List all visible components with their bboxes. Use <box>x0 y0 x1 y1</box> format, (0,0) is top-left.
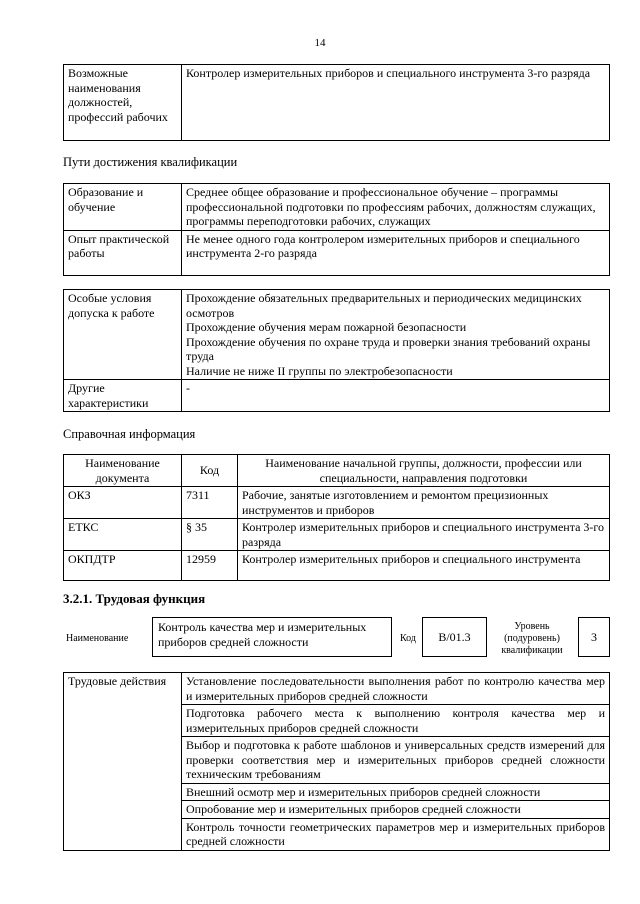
row-value: Контролер измерительных приборов и специального инструмента 3-го разряда <box>182 65 610 141</box>
level-label: Уровень (подуровень) квалификации <box>501 621 563 656</box>
table-row <box>64 673 610 705</box>
level-value: 3 <box>591 629 597 644</box>
table-row <box>64 65 610 141</box>
table-row <box>64 230 610 275</box>
condition-line: Прохождение обучения мерам пожарной безопасности <box>186 320 467 334</box>
table-row <box>64 184 610 231</box>
function-name-box <box>152 617 392 657</box>
row-value: Не менее одного года контролером измерительных приборов и специального инструмента 2-го разряда <box>182 230 610 275</box>
cell-doc: ОКПДТР <box>64 551 182 581</box>
table-header-row <box>64 455 610 487</box>
actions-table <box>63 672 610 851</box>
action-item: Опробование мер и измерительных приборов средней сложности <box>182 801 610 819</box>
row-value: Среднее общее образование и профессиональное обучение – программы профессиональной подготовки по профессиям рабочих, должностям служащих, программы переподготовки рабочих, служащих <box>182 184 610 231</box>
table-row <box>64 551 610 581</box>
action-item: Контроль точности геометрических параметров мер и измерительных приборов средней сложности <box>182 818 610 850</box>
table-row <box>64 487 610 519</box>
section-title-reference: Справочная информация <box>63 427 196 441</box>
row-label: Образование и обучение <box>64 184 182 231</box>
action-item: Подготовка рабочего места к выполнению контроля качества мер и измерительных приборов средней сложности <box>182 705 610 737</box>
function-name: Контроль качества мер и измерительных приборов средней сложности <box>158 620 367 649</box>
table-row <box>64 290 610 380</box>
row-value <box>182 290 610 380</box>
level-box <box>578 617 610 657</box>
condition-line: Прохождение обучения по охране труда и проверки знания требований охраны труда <box>186 334 591 363</box>
condition-line: Прохождение обязательных предварительных и периодических медицинских осмотров <box>186 291 582 320</box>
row-label: Особые условия допуска к работе <box>64 290 182 380</box>
table-row <box>64 519 610 551</box>
action-item: Выбор и подготовка к работе шаблонов и универсальных средств измерений для проверки соответствия мер и измерительных приборов средней сложности техническим требованиям <box>182 737 610 784</box>
cell-code: 12959 <box>182 551 238 581</box>
column-header: Наименование документа <box>64 455 182 487</box>
cell-name: Контролер измерительных приборов и специального инструмента <box>238 551 610 581</box>
cell-doc: ЕТКС <box>64 519 182 551</box>
function-title: 3.2.1. Трудовая функция <box>63 591 206 606</box>
reference-table <box>63 454 610 581</box>
section-title-paths: Пути достижения квалификации <box>63 155 238 169</box>
cell-code: 7311 <box>182 487 238 519</box>
conditions-table <box>63 289 610 412</box>
education-table <box>63 183 610 276</box>
row-label: Трудовые действия <box>64 673 182 851</box>
function-code: B/01.3 <box>438 629 471 644</box>
row-label: Другие характеристики <box>64 380 182 412</box>
page-number: 14 <box>314 37 326 49</box>
action-item: Установление последовательности выполнения работ по контролю качества мер и измерительных приборов средней сложности <box>182 673 610 705</box>
cell-code: § 35 <box>182 519 238 551</box>
code-label: Код <box>400 633 416 644</box>
cell-name: Контролер измерительных приборов и специального инструмента 3-го разряда <box>238 519 610 551</box>
cell-doc: ОКЗ <box>64 487 182 519</box>
table-row <box>64 380 610 412</box>
column-header: Наименование начальной группы, должности, профессии или специальности, направления подготовки <box>238 455 610 487</box>
name-label: Наименование <box>66 633 129 644</box>
row-value: - <box>182 380 610 412</box>
job-titles-table <box>63 64 610 141</box>
condition-line: Наличие не ниже II группы по электробезопасности <box>186 363 453 378</box>
row-label: Возможные наименования должностей, профессий рабочих <box>64 65 182 141</box>
action-item: Внешний осмотр мер и измерительных приборов средней сложности <box>182 783 610 801</box>
column-header: Код <box>182 455 238 487</box>
row-label: Опыт практической работы <box>64 230 182 275</box>
function-code-box <box>422 617 487 657</box>
cell-name: Рабочие, занятые изготовлением и ремонтом прецизионных инструментов и приборов <box>238 487 610 519</box>
